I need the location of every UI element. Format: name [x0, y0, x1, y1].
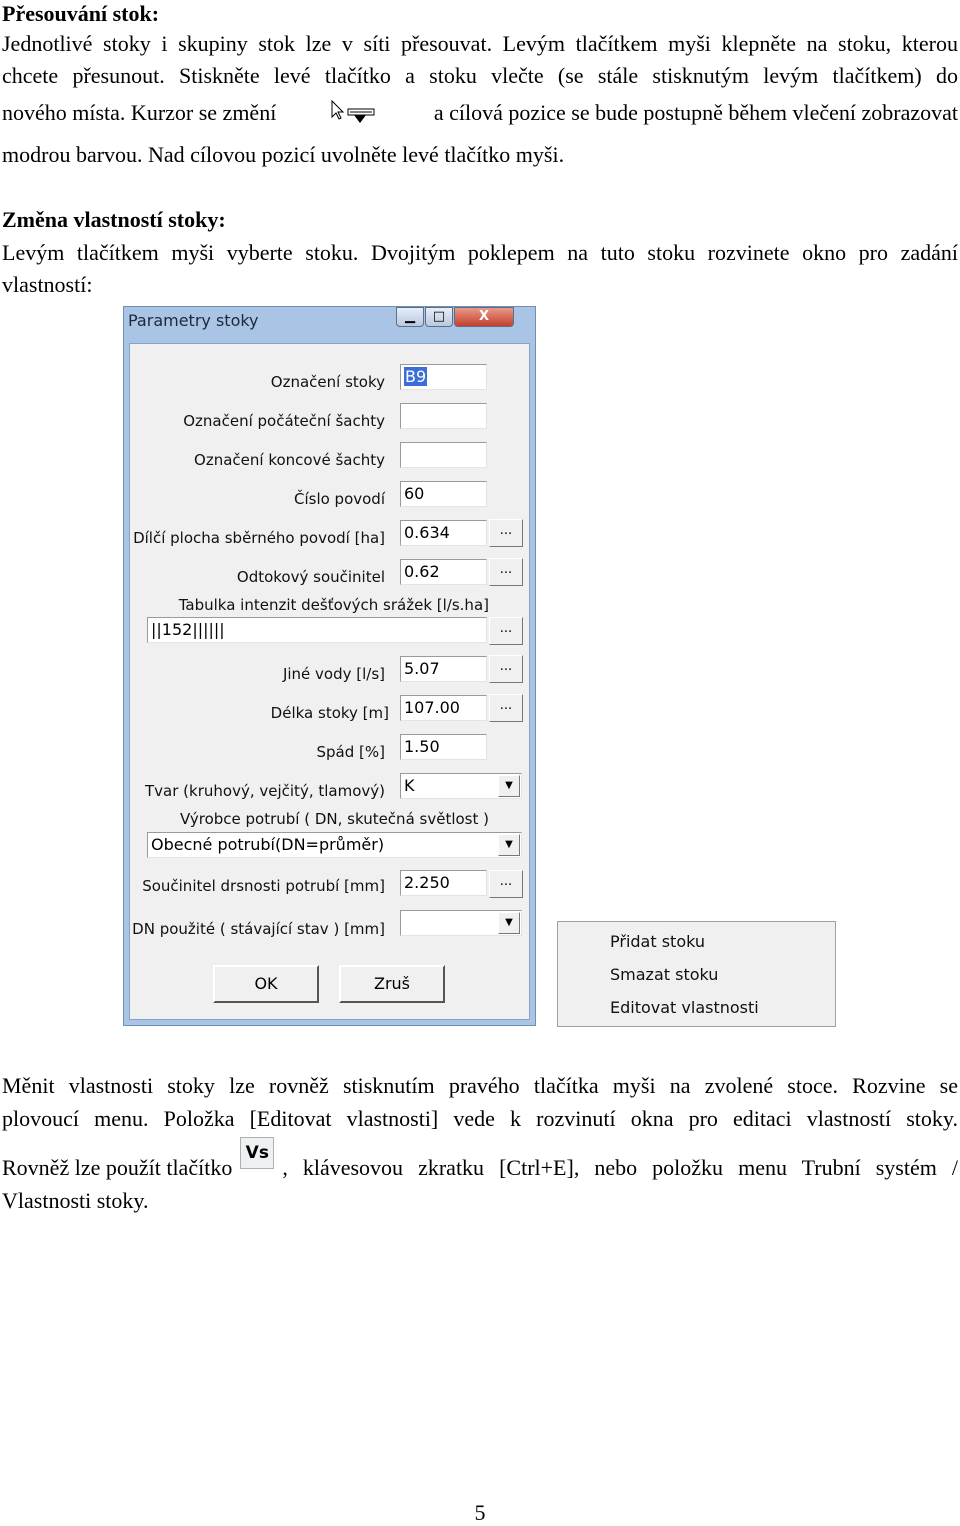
- maximize-icon: □: [432, 309, 446, 324]
- paragraph-text: a cílová pozice se bude postupně během vlečení zobrazovat: [433, 100, 958, 125]
- ok-button[interactable]: OK: [213, 965, 319, 1003]
- dropdown-arrow-icon[interactable]: ▼: [498, 912, 520, 934]
- menu-item-smazat-stoku[interactable]: Smazat stoku: [610, 965, 719, 984]
- oznaceni-stoky-input[interactable]: B9: [400, 364, 487, 390]
- label-delka-stoky: Délka stoky [m]: [270, 704, 389, 722]
- close-icon: X: [478, 309, 490, 324]
- dialog-title: Parametry stoky: [128, 311, 259, 330]
- odtokovy-soucinitel-input[interactable]: 0.62: [400, 559, 487, 585]
- section-heading-move: Přesouvání stok:: [2, 1, 160, 26]
- delka-stoky-browse-button[interactable]: ...: [489, 694, 523, 722]
- cislo-povodi-input[interactable]: 60: [400, 481, 487, 507]
- label-oznaceni-stoky: Označení stoky: [270, 373, 385, 391]
- paragraph-text: nového místa. Kurzor se změní: [2, 100, 277, 125]
- context-menu: [557, 921, 836, 1027]
- tabulka-intenzit-input[interactable]: ||152||||||: [147, 617, 487, 643]
- label-soucinitel-drsnosti: Součinitel drsnosti potrubí [mm]: [142, 877, 385, 895]
- menu-item-editovat-vlastnosti[interactable]: Editovat vlastnosti: [610, 998, 759, 1017]
- section-heading-properties: Změna vlastností stoky:: [2, 207, 226, 232]
- dropdown-arrow-icon[interactable]: ▼: [498, 834, 520, 856]
- dialog-body: [129, 343, 530, 1020]
- paragraph-line: chcete přesunout. Stiskněte levé tlačítko a stoku vlečte (se stále stisknutým levým tlačítkem) do: [2, 63, 958, 88]
- paragraph-line: vlastností:: [2, 272, 93, 297]
- vs-toolbar-icon: Vs: [240, 1137, 274, 1169]
- label-odtokovy-soucinitel: Odtokový součinitel: [236, 568, 385, 586]
- page-number: 5: [474, 1500, 486, 1525]
- koncova-sachta-input[interactable]: [400, 442, 487, 468]
- paragraph-line: Levým tlačítkem myši vyberte stoku. Dvojitým poklepem na tuto stoku rozvinete okno pro zadání: [2, 240, 958, 265]
- paragraph-line: Měnit vlastnosti stoky lze rovněž stisknutím pravého tlačítka myši na zvolené stoce. Rozvine se: [2, 1073, 958, 1098]
- jine-vody-input[interactable]: 5.07: [400, 656, 487, 682]
- paragraph-line: modrou barvou. Nad cílovou pozicí uvolněte levé tlačítko myši.: [2, 142, 565, 167]
- dialog-parametry-stoky: [123, 306, 536, 1026]
- paragraph-line: Vlastnosti stoky.: [2, 1188, 149, 1213]
- label-vyrobce: Výrobce potrubí ( DN, skutečná světlost ): [180, 810, 489, 828]
- paragraph-line: Jednotlivé stoky i skupiny stok lze v síti přesouvat. Levým tlačítkem myši klepněte na stoku, kterou: [2, 31, 958, 56]
- tabulka-intenzit-browse-button[interactable]: ...: [489, 617, 523, 645]
- menu-item-pridat-stoku[interactable]: Přidat stoku: [610, 932, 706, 951]
- paragraph-line-with-icon: [2, 96, 958, 129]
- label-spad: Spád [%]: [316, 743, 385, 761]
- label-jine-vody: Jiné vody [l/s]: [282, 665, 385, 683]
- maximize-button[interactable]: [425, 307, 453, 327]
- paragraph-line-with-icon: [2, 1143, 958, 1184]
- spad-input[interactable]: 1.50: [400, 734, 487, 760]
- paragraph-text: Rovněž lze použít tlačítko: [2, 1155, 233, 1180]
- paragraph-line: plovoucí menu. Položka [Editovat vlastnosti] vede k rozvinutí okna pro editaci vlastností stoky.: [2, 1106, 958, 1131]
- minimize-icon: ▁: [405, 309, 415, 324]
- label-cislo-povodi: Číslo povodí: [293, 490, 385, 508]
- label-tabulka-intenzit: Tabulka intenzit dešťových srážek [l/s.ha]: [178, 596, 489, 614]
- soucinitel-drsnosti-browse-button[interactable]: ...: [489, 870, 523, 898]
- label-pocatecni-sachta: Označení počáteční šachty: [183, 412, 385, 430]
- paragraph-text: , klávesovou zkratku [Ctrl+E], nebo položku menu Trubní systém /: [282, 1155, 958, 1180]
- cancel-button[interactable]: Zruš: [339, 965, 445, 1003]
- minimize-button[interactable]: [396, 307, 424, 327]
- close-button[interactable]: [454, 307, 514, 327]
- jine-vody-browse-button[interactable]: ...: [489, 655, 523, 683]
- dn-pouzite-select[interactable]: [400, 910, 522, 936]
- dropdown-arrow-icon[interactable]: ▼: [498, 775, 520, 797]
- vyrobce-select[interactable]: Obecné potrubí(DN=průměr) ▼: [147, 832, 522, 858]
- label-tvar: Tvar (kruhový, vejčitý, tlamový): [145, 782, 385, 800]
- label-dilci-plocha: Dílčí plocha sběrného povodí [ha]: [133, 529, 385, 547]
- pocatecni-sachta-input[interactable]: [400, 403, 487, 429]
- odtokovy-soucinitel-browse-button[interactable]: ...: [489, 558, 523, 586]
- move-cursor-icon: [330, 99, 380, 129]
- soucinitel-drsnosti-input[interactable]: 2.250: [400, 870, 487, 896]
- label-dn-pouzite: DN použité ( stávající stav ) [mm]: [132, 920, 385, 938]
- delka-stoky-input[interactable]: 107.00: [400, 695, 487, 721]
- dilci-plocha-input[interactable]: 0.634: [400, 520, 487, 546]
- dilci-plocha-browse-button[interactable]: ...: [489, 519, 523, 547]
- label-koncova-sachta: Označení koncové šachty: [194, 451, 385, 469]
- tvar-select[interactable]: K ▼: [400, 773, 522, 799]
